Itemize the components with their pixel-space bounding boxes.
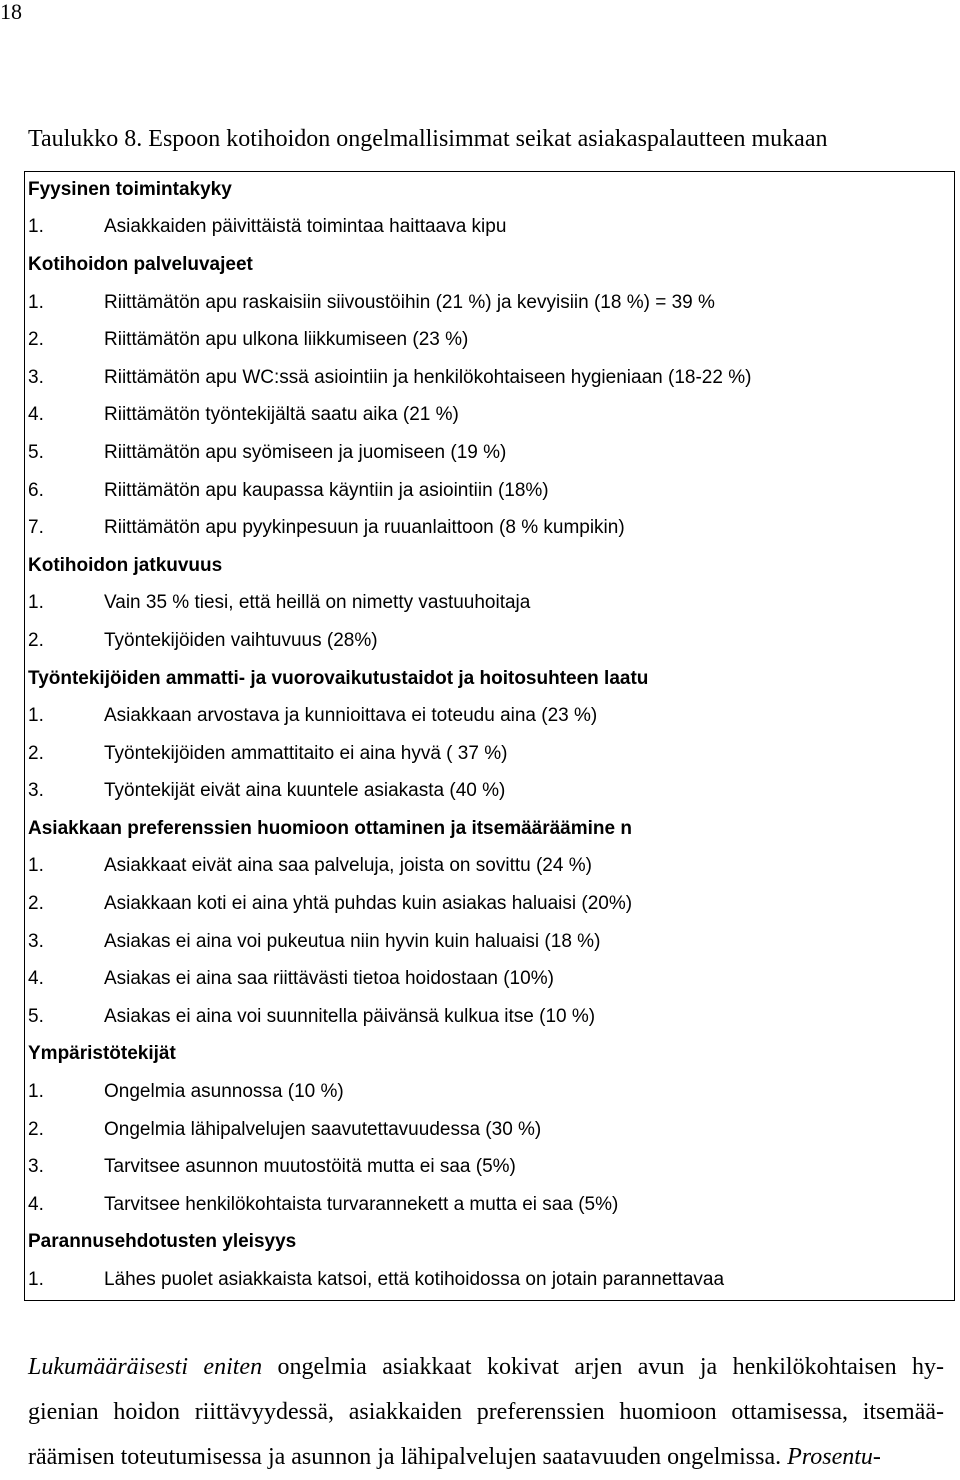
item-number: 3.	[28, 1156, 44, 1178]
list-item	[28, 585, 952, 623]
item-number: 2.	[28, 742, 44, 764]
paragraph-text: ongelmia asiakkaat kokivat arjen avun ja henkilökohtaisen hy-	[262, 1354, 944, 1380]
item-text: Asiakas ei aina voi pukeutua niin hyvin kuin haluaisi (18 %)	[104, 930, 601, 952]
item-number: 2.	[28, 1118, 44, 1140]
paragraph-line: gienian hoidon riittävyydessä, asiakkaiden preferenssien huomioon ottamisessa, itsemää-	[28, 1399, 944, 1425]
item-number: 6.	[28, 479, 44, 501]
item-text: Ongelmia asunnossa (10 %)	[104, 1081, 344, 1103]
section-heading: Fyysinen toimintakyky	[28, 178, 232, 200]
item-number: 1.	[28, 1269, 44, 1291]
list-item	[28, 284, 952, 322]
item-number: 1.	[28, 592, 44, 614]
list-item	[28, 1111, 952, 1149]
list-item	[28, 321, 952, 359]
section-heading: Ympäristötekijät	[28, 1043, 176, 1065]
item-text: Asiakas ei aina saa riittävästi tietoa hoidostaan (10%)	[104, 968, 554, 990]
item-text: Työntekijöiden ammattitaito ei aina hyvä ( 37 %)	[104, 742, 508, 764]
list-item	[28, 998, 952, 1036]
feedback-table	[28, 171, 952, 1299]
item-text: Asiakkaat eivät aina saa palveluja, joista on sovittu (24 %)	[104, 855, 592, 877]
paragraph-text: räämisen toteutumisessa ja asunnon ja lähipalvelujen saatavuuden ongelmissa.	[28, 1444, 788, 1470]
item-text: Työntekijät eivät aina kuuntele asiakasta (40 %)	[104, 780, 506, 802]
item-text: Asiakkaiden päivittäistä toimintaa haittaava kipu	[104, 216, 507, 238]
item-number: 7.	[28, 517, 44, 539]
item-number: 1.	[28, 291, 44, 313]
item-number: 1.	[28, 855, 44, 877]
list-item	[28, 209, 952, 247]
list-item	[28, 697, 952, 735]
item-number: 5.	[28, 1005, 44, 1027]
paragraph-line	[28, 1435, 944, 1480]
item-number: 3.	[28, 366, 44, 388]
item-number: 2.	[28, 329, 44, 351]
item-number: 4.	[28, 1193, 44, 1215]
item-text: Tarvitsee asunnon muutostöitä mutta ei saa (5%)	[104, 1156, 516, 1178]
section-heading: Työntekijöiden ammatti- ja vuorovaikutustaidot ja hoitosuhteen laatu	[28, 667, 649, 689]
item-number: 3.	[28, 930, 44, 952]
list-item	[28, 434, 952, 472]
list-item	[28, 1261, 952, 1299]
list-item	[28, 848, 952, 886]
item-number: 2.	[28, 629, 44, 651]
list-item	[28, 622, 952, 660]
item-text: Riittämätön apu ulkona liikkumiseen (23 %)	[104, 329, 469, 351]
paragraph-line	[28, 1345, 944, 1390]
item-text: Lähes puolet asiakkaista katsoi, että kotihoidossa on jotain parannettavaa	[104, 1269, 725, 1291]
paragraph-emphasis: Prosentu-	[787, 1444, 881, 1470]
body-paragraph	[28, 1345, 944, 1480]
item-number: 1.	[28, 216, 44, 238]
item-text: Asiakas ei aina voi suunnitella päivänsä kulkua itse (10 %)	[104, 1005, 596, 1027]
list-item	[28, 773, 952, 811]
item-text: Riittämätön työntekijältä saatu aika (21 %)	[104, 404, 459, 426]
item-text: Asiakkaan arvostava ja kunnioittava ei toteudu aina (23 %)	[104, 705, 598, 727]
item-text: Riittämätön apu kaupassa käyntiin ja asiointiin (18%)	[104, 479, 549, 501]
list-item	[28, 885, 952, 923]
item-text: Riittämätön apu raskaisiin siivoustöihin (21 %) ja kevyisiin (18 %) = 39 %	[104, 291, 715, 313]
item-text: Ongelmia lähipalvelujen saavutettavuudessa (30 %)	[104, 1118, 542, 1140]
list-item	[28, 472, 952, 510]
item-text: Asiakkaan koti ei aina yhtä puhdas kuin asiakas haluaisi (20%)	[104, 893, 633, 915]
section-heading: Parannusehdotusten yleisyys	[28, 1231, 297, 1253]
table-caption: Taulukko 8. Espoon kotihoidon ongelmallisimmat seikat asiakaspalautteen mukaan	[28, 126, 828, 152]
list-item	[28, 359, 952, 397]
item-number: 3.	[28, 780, 44, 802]
list-item	[28, 1148, 952, 1186]
item-text: Riittämätön apu WC:ssä asiointiin ja henkilökohtaiseen hygieniaan (18-22 %)	[104, 366, 752, 388]
list-item	[28, 1186, 952, 1224]
item-number: 4.	[28, 968, 44, 990]
item-text: Tarvitsee henkilökohtaista turvarannekett a mutta ei saa (5%)	[104, 1193, 619, 1215]
item-number: 4.	[28, 404, 44, 426]
item-text: Vain 35 % tiesi, että heillä on nimetty vastuuhoitaja	[104, 592, 531, 614]
page-number: 18	[0, 0, 22, 24]
section-heading: Asiakkaan preferenssien huomioon ottaminen ja itsemääräämine n	[28, 817, 632, 839]
item-text: Riittämätön apu syömiseen ja juomiseen (19 %)	[104, 441, 507, 463]
section-heading: Kotihoidon jatkuvuus	[28, 554, 223, 576]
item-number: 1.	[28, 705, 44, 727]
list-item	[28, 1073, 952, 1111]
list-item	[28, 735, 952, 773]
item-number: 2.	[28, 893, 44, 915]
item-text: Riittämätön apu pyykinpesuun ja ruuanlaittoon (8 % kumpikin)	[104, 517, 625, 539]
section-heading: Kotihoidon palveluvajeet	[28, 253, 253, 275]
item-text: Työntekijöiden vaihtuvuus (28%)	[104, 629, 378, 651]
item-number: 5.	[28, 441, 44, 463]
list-item	[28, 509, 952, 547]
list-item	[28, 923, 952, 961]
list-item	[28, 960, 952, 998]
paragraph-emphasis: Lukumääräisesti eniten	[28, 1354, 263, 1380]
item-number: 1.	[28, 1081, 44, 1103]
list-item	[28, 397, 952, 435]
